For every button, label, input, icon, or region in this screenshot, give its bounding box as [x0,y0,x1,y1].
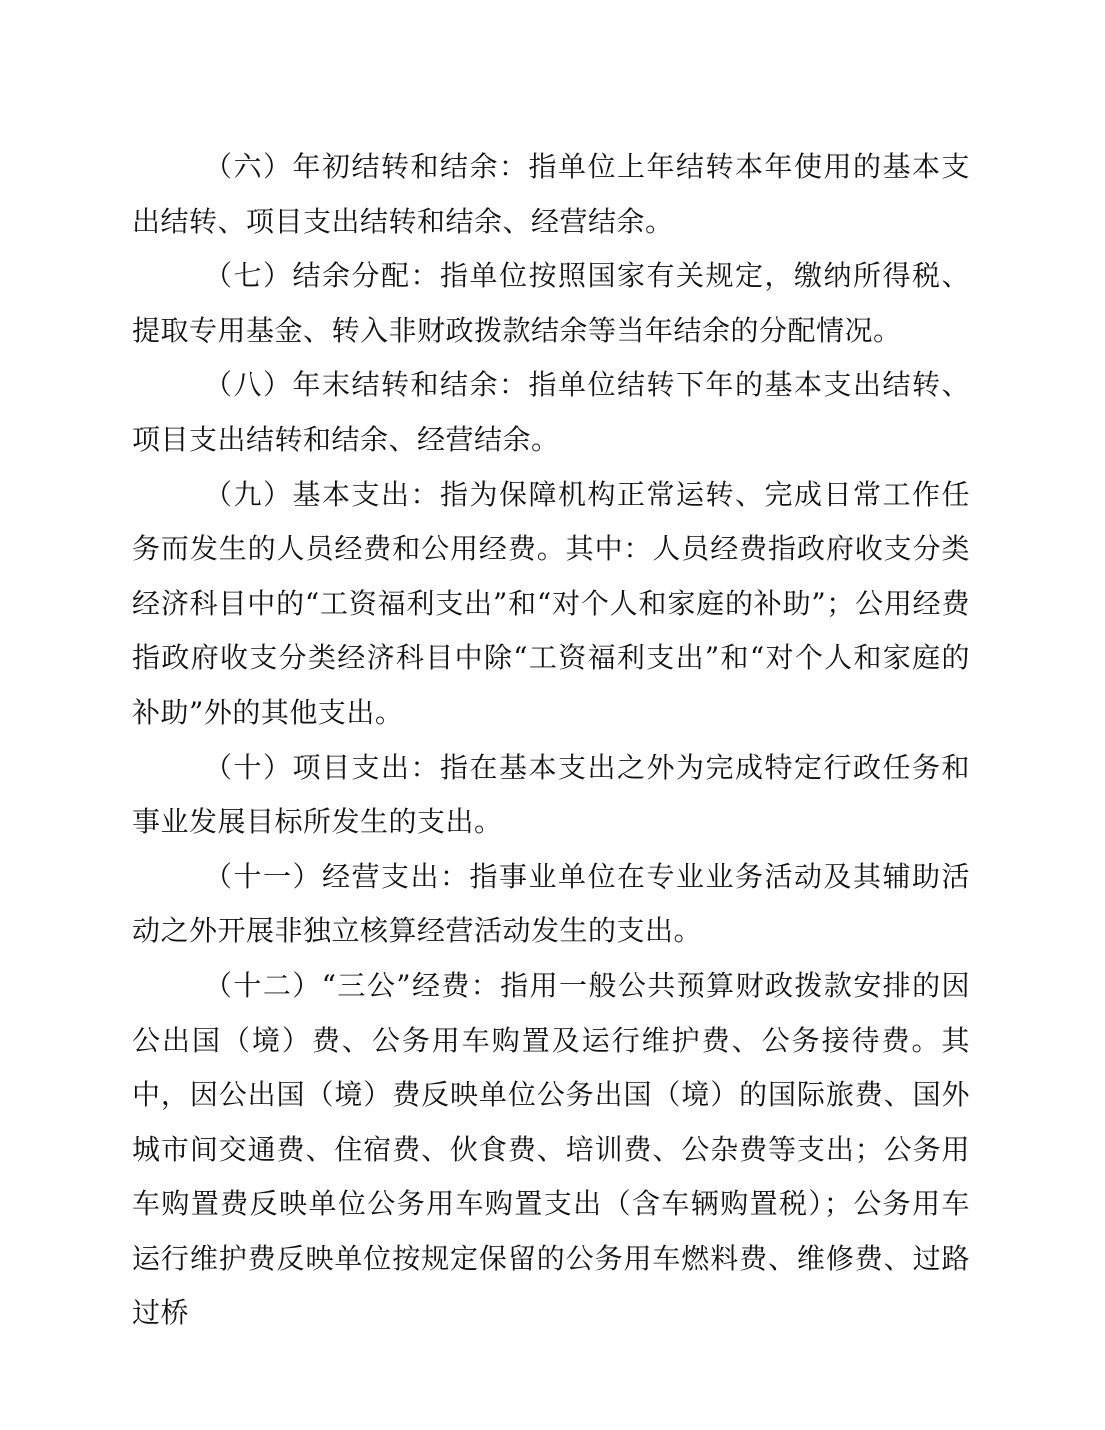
paragraph-surplus-distribution: （七）结余分配：指单位按照国家有关规定，缴纳所得税、提取专用基金、转入非财政拨款结余等当年结余的分配情况。 [132,259,970,347]
paragraph-basic-expenditure: （九）基本支出：指为保障机构正常运转、完成日常工作任务而发生的人员经费和公用经费。其中：人员经费指政府收支分类经济科目中的“工资福利支出”和“对个人和家庭的补助”；公用经费指政府收支分类经济科目中除“工资福利支出”和“对个人和家庭的补助”外的其他支出。 [132,477,970,729]
document-body [132,140,970,1341]
paragraph-carryover-beginning: （六）年初结转和结余：指单位上年结转本年使用的基本支出结转、项目支出结转和结余、经营结余。 [132,150,970,238]
paragraph-carryover-end: （八）年末结转和结余：指单位结转下年的基本支出结转、项目支出结转和结余、经营结余。 [132,368,970,456]
paragraph-project-expenditure: （十）项目支出：指在基本支出之外为完成特定行政任务和事业发展目标所发生的支出。 [132,750,970,839]
paragraph-operating-expenditure: （十一）经营支出：指事业单位在专业业务活动及其辅助活动之外开展非独立核算经营活动发生的支出。 [132,859,970,948]
paragraph-three-public-expenses: （十二）“三公”经费：指用一般公共预算财政拨款安排的因公出国（境）费、公务用车购置及运行维护费、公务接待费。其中，因公出国（境）费反映单位公务出国（境）的国际旅费、国外城市间交通费、住宿费、伙食费、培训费、公杂费等支出；公务用车购置费反映单位公务用车购置支出（含车辆购置税）；公务用车运行维护费反映单位按规定保留的公务用车燃料费、维修费、过路过桥 [132,968,970,1330]
